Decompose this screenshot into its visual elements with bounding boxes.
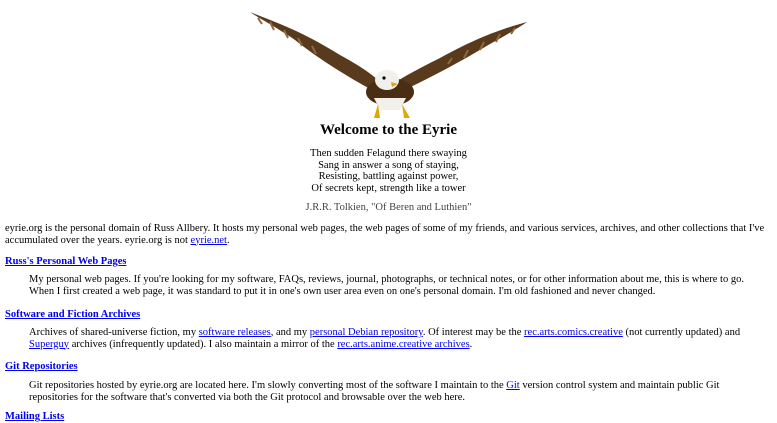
eagle-right-wing xyxy=(396,22,527,90)
eagle-head xyxy=(375,70,399,90)
intro-paragraph: eyrie.org is the personal domain of Russ Allbery. It hosts my personal web pages, the web pages of some of my friends, and various services, archives, and other collections that I've accumulated over the years. eyrie.org is not eyrie.net. xyxy=(5,223,765,246)
poem-line: Sang in answer a song of staying, xyxy=(318,159,459,171)
git-link[interactable]: Git xyxy=(506,380,520,391)
eagle-tail xyxy=(374,98,406,110)
poem-line: Then sudden Felagund there swaying xyxy=(310,148,467,159)
eyrie-net-link[interactable]: eyrie.net xyxy=(190,234,227,246)
personal-pages-description: My personal web pages. If you're looking for my software, FAQs, reviews, journal, photographs, or technical notes, or for other information about me, this is where to go. When I first created a web page, it was standard to put it in one's own user area even on one's personal domain. I'm old fashioned and never changed. xyxy=(29,274,744,297)
personal-pages-heading-link[interactable]: Russ's Personal Web Pages xyxy=(5,256,127,267)
poem-line: Of secrets kept, strength like a tower xyxy=(311,182,466,194)
poem xyxy=(0,148,777,194)
page-title: Welcome to the Eyrie xyxy=(319,122,458,138)
software-releases-link[interactable]: software releases xyxy=(198,327,271,338)
git-repositories-heading-link[interactable]: Git Repositories xyxy=(5,361,78,372)
mailing-lists-heading-link[interactable]: Mailing Lists xyxy=(5,411,65,422)
git-repositories-description: Git repositories hosted by eyrie.org are located here. I'm slowly converting most of the software I maintain to the Git version control system and maintain public Git repositories for the software that's converted via both the Git protocol and browsable over the web here. xyxy=(29,380,720,403)
superguy-link[interactable]: Superguy xyxy=(29,338,70,350)
software-archives-heading-link[interactable]: Software and Fiction Archives xyxy=(5,309,141,320)
software-archives-description: Archives of shared-universe fiction, my software releases, and my personal Debian repository. Of interest may be the rec.arts.comics.creative (not currently updated) and Superguy archives (infrequently updated). I also maintain a mirror of the rec.arts.anime.creative archives. xyxy=(29,327,741,350)
rec-arts-comics-creative-link[interactable]: rec.arts.comics.creative xyxy=(524,327,623,338)
poem-attribution: J.R.R. Tolkien, "Of Beren and Luthien" xyxy=(305,202,472,213)
debian-repository-link[interactable]: personal Debian repository xyxy=(309,327,423,338)
poem-line: Resisting, battling against power, xyxy=(318,171,459,182)
rec-arts-anime-creative-link[interactable]: rec.arts.anime.creative archives xyxy=(337,338,470,350)
eagle-image xyxy=(0,0,777,125)
